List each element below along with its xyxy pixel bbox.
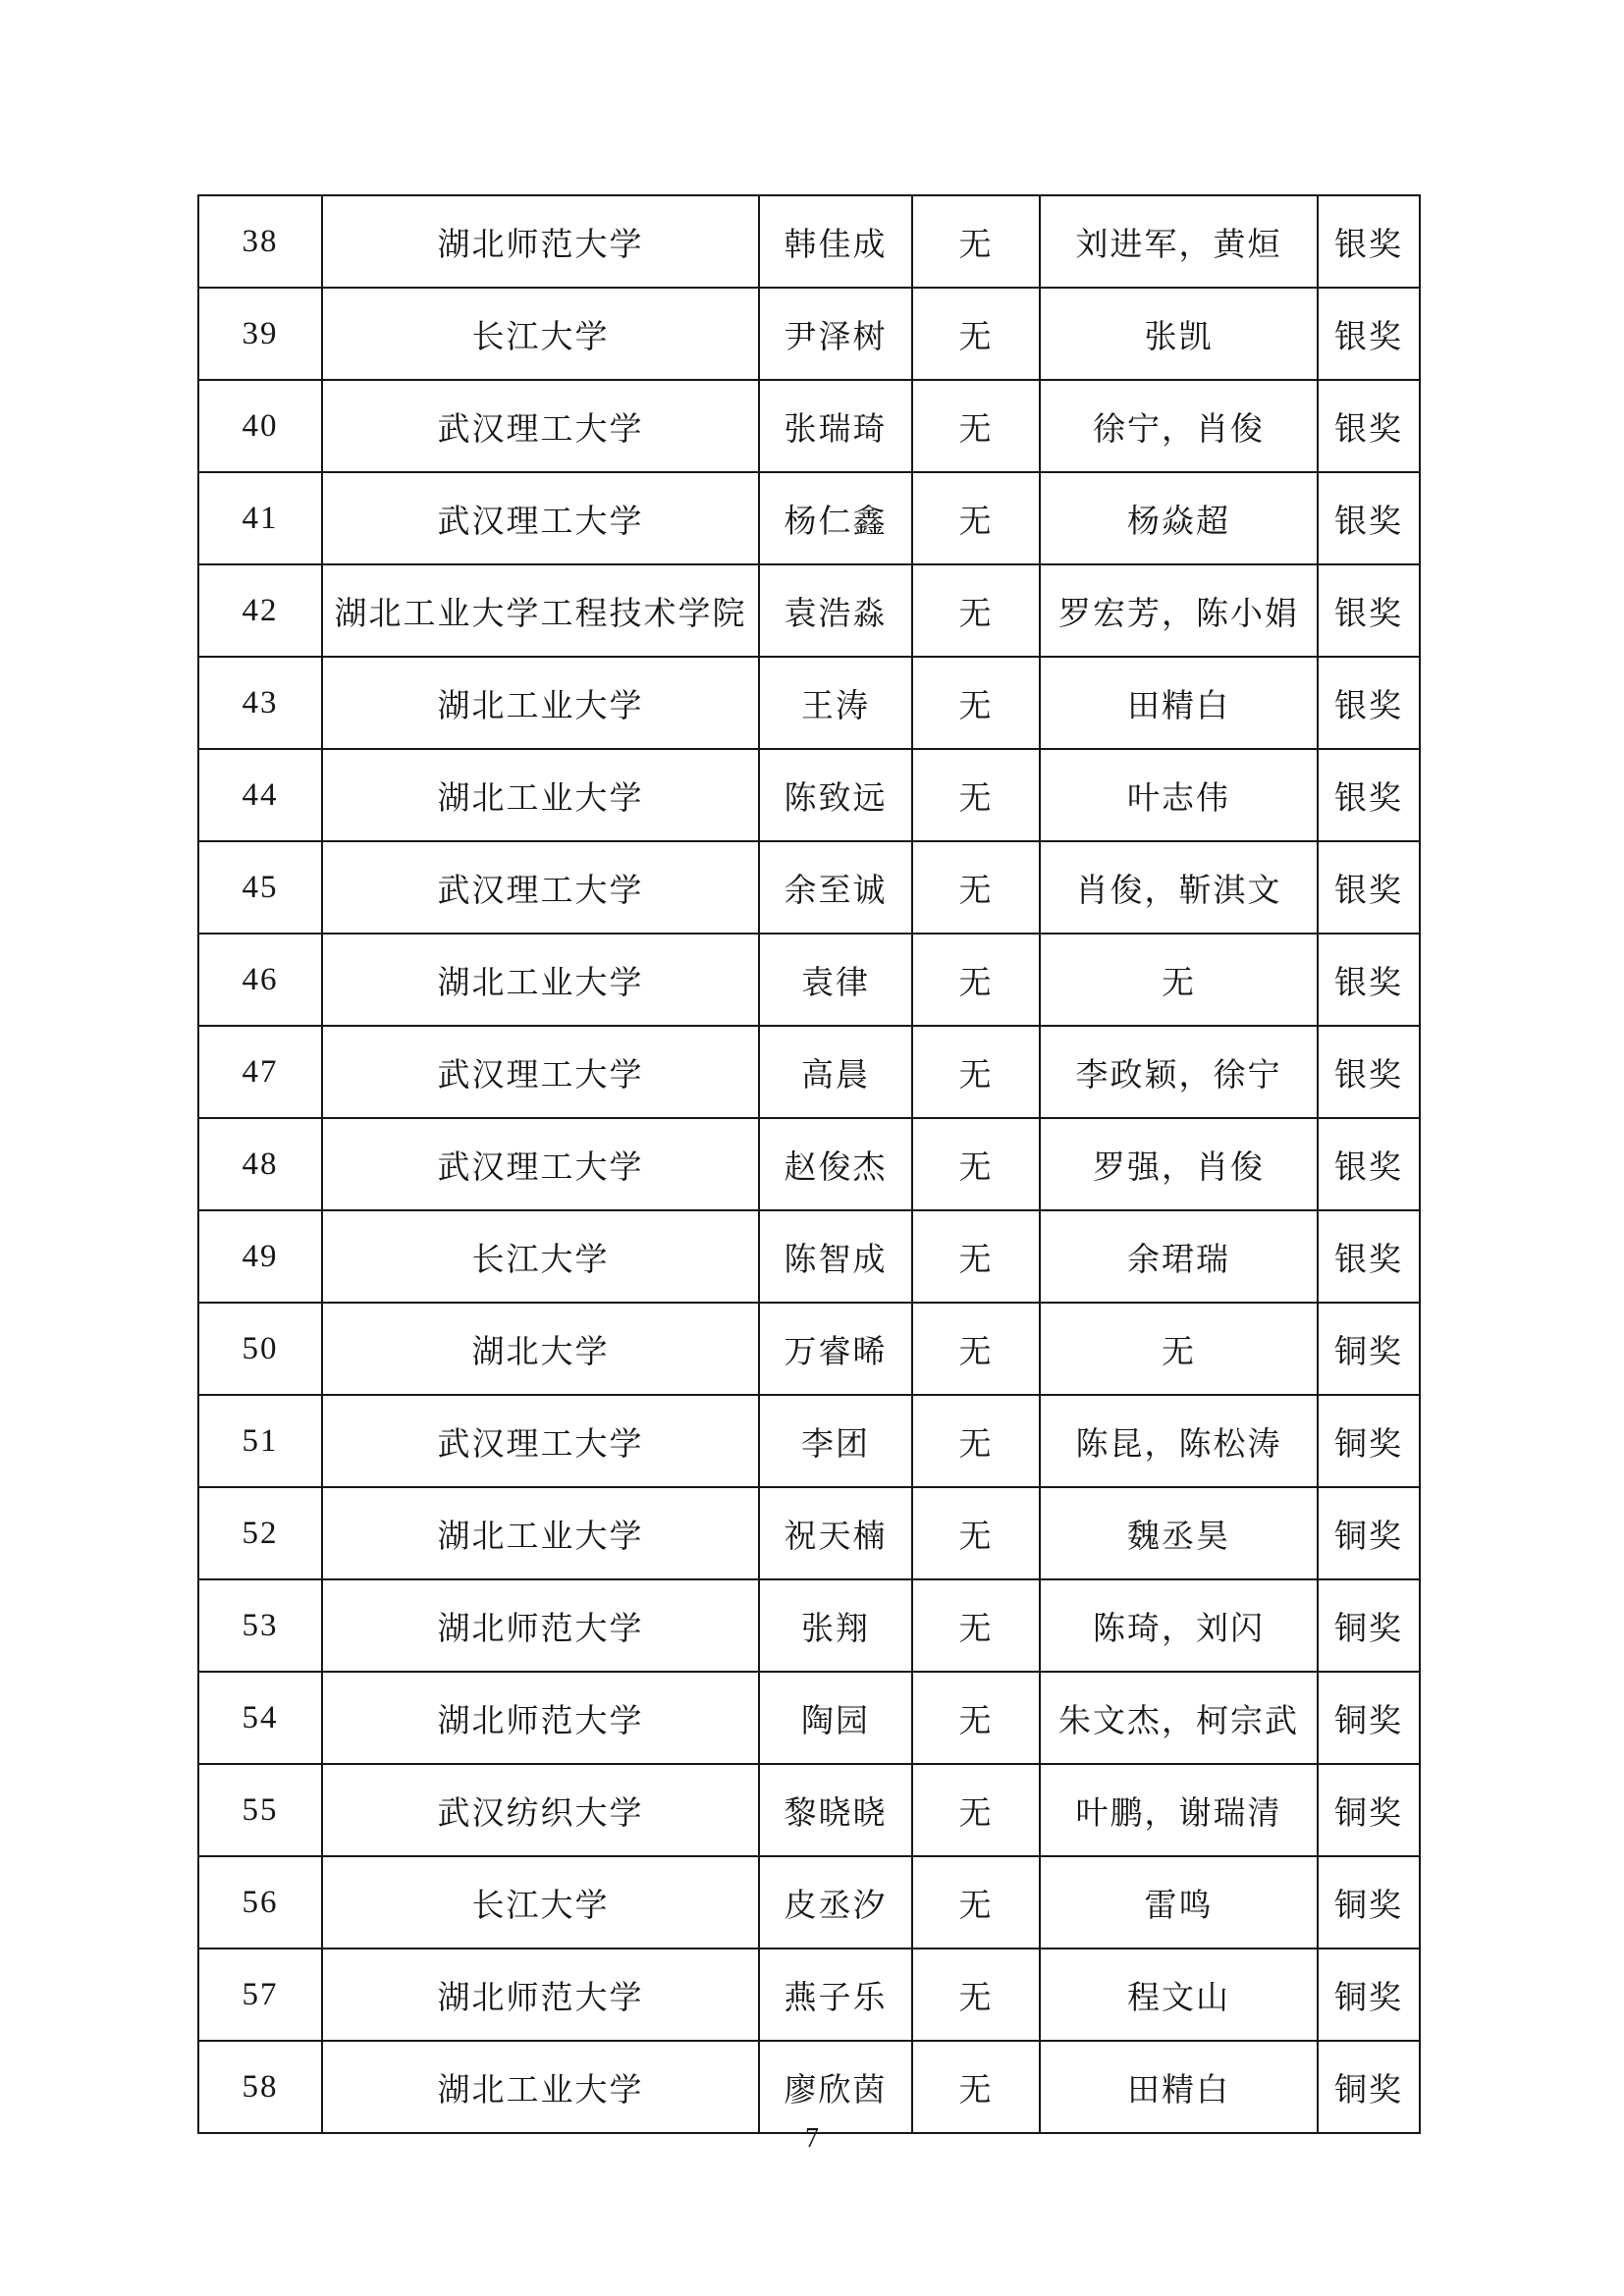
- cell-award: 铜奖: [1318, 1303, 1420, 1395]
- cell-award: 银奖: [1318, 657, 1420, 749]
- table-row: [198, 749, 1420, 841]
- table-row: [198, 1118, 1420, 1210]
- cell-advisors: 罗强，肖俊: [1040, 1118, 1318, 1210]
- cell-member: 无: [912, 841, 1040, 934]
- cell-school: 武汉理工大学: [322, 1026, 759, 1118]
- cell-row-number: 39: [198, 288, 322, 380]
- cell-award: 铜奖: [1318, 1949, 1420, 2041]
- cell-name: 杨仁鑫: [759, 472, 912, 564]
- cell-award: 银奖: [1318, 288, 1420, 380]
- cell-name: 黎晓晓: [759, 1764, 912, 1856]
- cell-award: 铜奖: [1318, 1672, 1420, 1764]
- cell-advisors: 李政颖，徐宁: [1040, 1026, 1318, 1118]
- cell-award: 铜奖: [1318, 1856, 1420, 1949]
- cell-name: 陈致远: [759, 749, 912, 841]
- cell-school: 湖北工业大学: [322, 2041, 759, 2133]
- cell-school: 湖北工业大学: [322, 749, 759, 841]
- cell-school: 湖北工业大学工程技术学院: [322, 564, 759, 657]
- cell-award: 银奖: [1318, 841, 1420, 934]
- cell-name: 赵俊杰: [759, 1118, 912, 1210]
- cell-school: 武汉理工大学: [322, 841, 759, 934]
- cell-row-number: 43: [198, 657, 322, 749]
- table-row: [198, 1672, 1420, 1764]
- cell-member: 无: [912, 1487, 1040, 1579]
- cell-row-number: 45: [198, 841, 322, 934]
- cell-member: 无: [912, 1303, 1040, 1395]
- cell-name: 韩佳成: [759, 195, 912, 288]
- cell-award: 银奖: [1318, 1210, 1420, 1303]
- cell-school: 湖北工业大学: [322, 657, 759, 749]
- cell-award: 铜奖: [1318, 1487, 1420, 1579]
- cell-school: 长江大学: [322, 1856, 759, 1949]
- cell-row-number: 54: [198, 1672, 322, 1764]
- cell-member: 无: [912, 1118, 1040, 1210]
- table-row: [198, 934, 1420, 1026]
- cell-advisors: 张凯: [1040, 288, 1318, 380]
- cell-advisors: 徐宁，肖俊: [1040, 380, 1318, 472]
- cell-member: 无: [912, 934, 1040, 1026]
- table-row: [198, 195, 1420, 288]
- cell-school: 长江大学: [322, 1210, 759, 1303]
- cell-member: 无: [912, 1672, 1040, 1764]
- cell-advisors: 罗宏芳，陈小娟: [1040, 564, 1318, 657]
- cell-advisors: 田精白: [1040, 2041, 1318, 2133]
- cell-member: 无: [912, 380, 1040, 472]
- cell-member: 无: [912, 1579, 1040, 1672]
- cell-member: 无: [912, 1764, 1040, 1856]
- cell-award: 银奖: [1318, 749, 1420, 841]
- cell-school: 湖北工业大学: [322, 934, 759, 1026]
- cell-advisors: 田精白: [1040, 657, 1318, 749]
- cell-row-number: 57: [198, 1949, 322, 2041]
- cell-row-number: 58: [198, 2041, 322, 2133]
- table-row: [198, 841, 1420, 934]
- cell-row-number: 51: [198, 1395, 322, 1487]
- cell-award: 银奖: [1318, 1118, 1420, 1210]
- cell-name: 袁浩淼: [759, 564, 912, 657]
- cell-school: 湖北大学: [322, 1303, 759, 1395]
- table-row: [198, 472, 1420, 564]
- cell-name: 李团: [759, 1395, 912, 1487]
- cell-row-number: 48: [198, 1118, 322, 1210]
- cell-school: 武汉理工大学: [322, 1118, 759, 1210]
- table-row: [198, 1949, 1420, 2041]
- cell-advisors: 朱文杰，柯宗武: [1040, 1672, 1318, 1764]
- table-row: [198, 1856, 1420, 1949]
- cell-award: 银奖: [1318, 564, 1420, 657]
- cell-member: 无: [912, 749, 1040, 841]
- cell-advisors: 叶鹏，谢瑞清: [1040, 1764, 1318, 1856]
- cell-award: 铜奖: [1318, 1764, 1420, 1856]
- cell-member: 无: [912, 564, 1040, 657]
- table-row: [198, 1210, 1420, 1303]
- table-row: [198, 1579, 1420, 1672]
- cell-award: 银奖: [1318, 934, 1420, 1026]
- cell-row-number: 44: [198, 749, 322, 841]
- cell-school: 长江大学: [322, 288, 759, 380]
- cell-advisors: 无: [1040, 1303, 1318, 1395]
- cell-name: 袁律: [759, 934, 912, 1026]
- table-row: [198, 1395, 1420, 1487]
- table-row: [198, 288, 1420, 380]
- cell-name: 陶园: [759, 1672, 912, 1764]
- cell-row-number: 53: [198, 1579, 322, 1672]
- cell-award: 铜奖: [1318, 1395, 1420, 1487]
- cell-member: 无: [912, 195, 1040, 288]
- cell-advisors: 无: [1040, 934, 1318, 1026]
- cell-advisors: 魏丞昊: [1040, 1487, 1318, 1579]
- cell-advisors: 余珺瑞: [1040, 1210, 1318, 1303]
- cell-row-number: 47: [198, 1026, 322, 1118]
- cell-row-number: 49: [198, 1210, 322, 1303]
- cell-member: 无: [912, 472, 1040, 564]
- cell-name: 廖欣茵: [759, 2041, 912, 2133]
- cell-name: 燕子乐: [759, 1949, 912, 2041]
- cell-advisors: 陈琦，刘闪: [1040, 1579, 1318, 1672]
- cell-school: 武汉纺织大学: [322, 1764, 759, 1856]
- cell-name: 张瑞琦: [759, 380, 912, 472]
- cell-award: 铜奖: [1318, 1579, 1420, 1672]
- cell-advisors: 刘进军，黄烜: [1040, 195, 1318, 288]
- award-table: [197, 194, 1421, 2134]
- cell-advisors: 程文山: [1040, 1949, 1318, 2041]
- cell-member: 无: [912, 1026, 1040, 1118]
- cell-school: 湖北师范大学: [322, 1579, 759, 1672]
- cell-member: 无: [912, 657, 1040, 749]
- cell-name: 高晨: [759, 1026, 912, 1118]
- cell-advisors: 杨焱超: [1040, 472, 1318, 564]
- cell-row-number: 50: [198, 1303, 322, 1395]
- cell-name: 皮丞汐: [759, 1856, 912, 1949]
- cell-award: 银奖: [1318, 380, 1420, 472]
- cell-row-number: 46: [198, 934, 322, 1026]
- cell-row-number: 40: [198, 380, 322, 472]
- table-row: [198, 564, 1420, 657]
- cell-name: 尹泽树: [759, 288, 912, 380]
- cell-school: 武汉理工大学: [322, 472, 759, 564]
- cell-row-number: 55: [198, 1764, 322, 1856]
- table-row: [198, 380, 1420, 472]
- cell-advisors: 叶志伟: [1040, 749, 1318, 841]
- cell-school: 武汉理工大学: [322, 1395, 759, 1487]
- cell-school: 湖北工业大学: [322, 1487, 759, 1579]
- cell-name: 万睿晞: [759, 1303, 912, 1395]
- cell-member: 无: [912, 1856, 1040, 1949]
- cell-member: 无: [912, 1949, 1040, 2041]
- cell-member: 无: [912, 288, 1040, 380]
- cell-award: 银奖: [1318, 195, 1420, 288]
- cell-award: 铜奖: [1318, 2041, 1420, 2133]
- cell-school: 武汉理工大学: [322, 380, 759, 472]
- table-row: [198, 657, 1420, 749]
- cell-award: 银奖: [1318, 1026, 1420, 1118]
- cell-name: 祝天楠: [759, 1487, 912, 1579]
- cell-name: 余至诚: [759, 841, 912, 934]
- cell-advisors: 陈昆，陈松涛: [1040, 1395, 1318, 1487]
- table-row: [198, 2041, 1420, 2133]
- cell-award: 银奖: [1318, 472, 1420, 564]
- cell-advisors: 雷鸣: [1040, 1856, 1318, 1949]
- cell-member: 无: [912, 1210, 1040, 1303]
- cell-row-number: 56: [198, 1856, 322, 1949]
- cell-row-number: 41: [198, 472, 322, 564]
- cell-member: 无: [912, 1395, 1040, 1487]
- cell-name: 张翔: [759, 1579, 912, 1672]
- cell-school: 湖北师范大学: [322, 195, 759, 288]
- cell-school: 湖北师范大学: [322, 1949, 759, 2041]
- cell-name: 陈智成: [759, 1210, 912, 1303]
- table-row: [198, 1487, 1420, 1579]
- cell-name: 王涛: [759, 657, 912, 749]
- cell-row-number: 52: [198, 1487, 322, 1579]
- cell-member: 无: [912, 2041, 1040, 2133]
- table-row: [198, 1764, 1420, 1856]
- cell-row-number: 38: [198, 195, 322, 288]
- table-row: [198, 1303, 1420, 1395]
- cell-school: 湖北师范大学: [322, 1672, 759, 1764]
- cell-advisors: 肖俊，靳淇文: [1040, 841, 1318, 934]
- cell-row-number: 42: [198, 564, 322, 657]
- table-row: [198, 1026, 1420, 1118]
- page-number: 7: [805, 2123, 819, 2154]
